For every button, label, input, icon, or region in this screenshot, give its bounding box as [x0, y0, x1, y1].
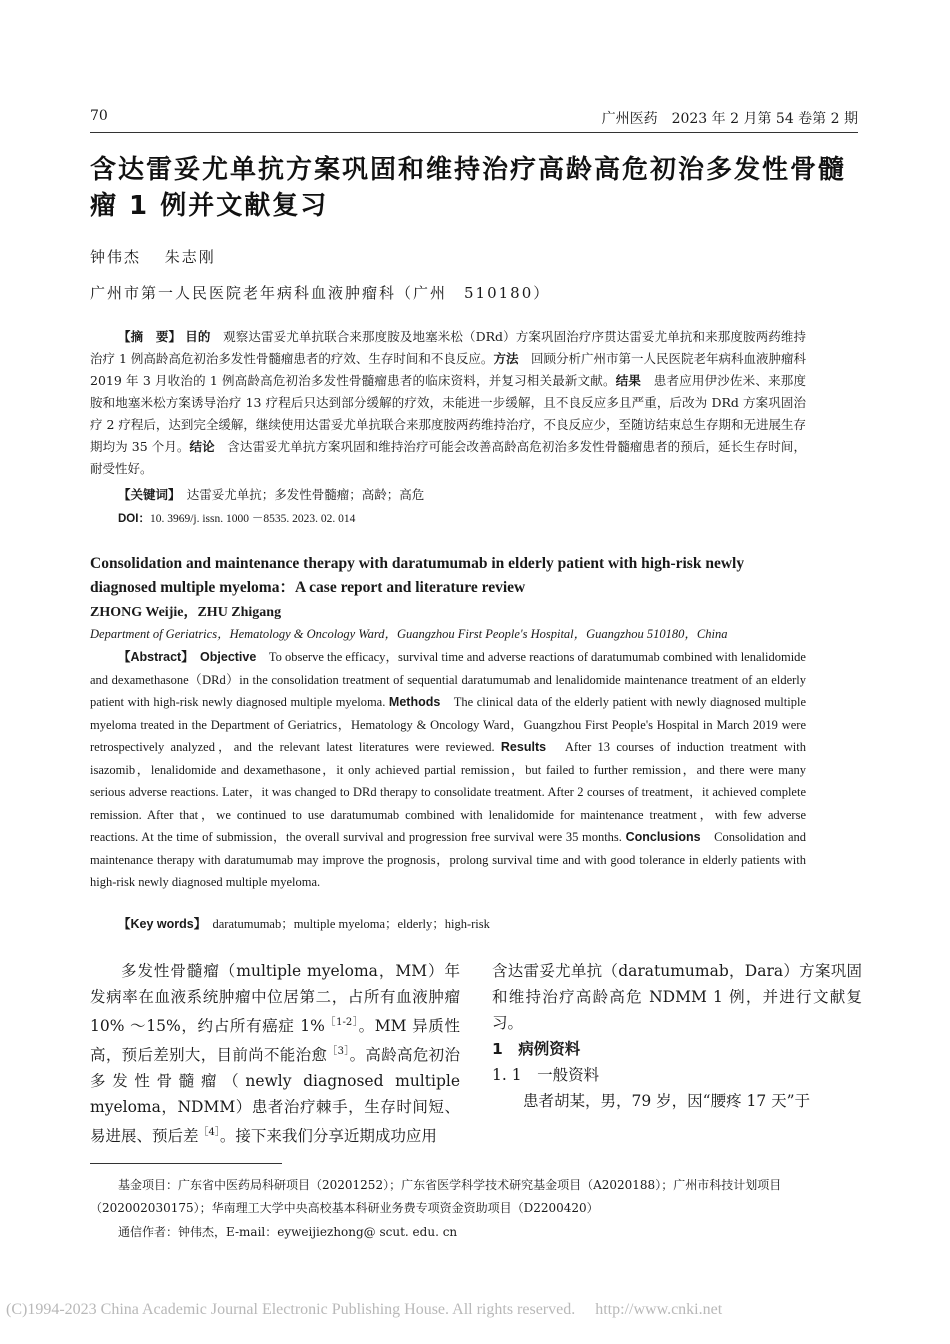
title-chinese: 含达雷妥尤单抗方案巩固和维持治疗高龄高危初治多发性骨髓瘤 1 例并文献复习 — [90, 155, 847, 221]
corresponding-author-note: 通信作者：钟伟杰，E-mail：eyweijiezhong@ scut. edu. cn — [118, 1225, 458, 1239]
funding-note: 基金项目：广东省中医药局科研项目（20201252）；广东省医学科学技术研究基金项目（A2020188）；广州市科技计划项目（202002030175）；华南理工大学中央高校基本科研业务费专项资金资助项目（D2200420） — [90, 1178, 782, 1215]
methods-text: 回顾分析广州市第一人民医院老年病科血液肿瘤科 2019 年 3 月收治的 1 例高龄高危初治多发性骨髓瘤患者的临床资料，并复习相关最新文献。 — [90, 351, 806, 388]
keywords-text: 达雷妥尤单抗；多发性骨髓瘤；高龄；高危 — [186, 487, 425, 502]
footnote-divider — [90, 1163, 282, 1164]
conclusion-en-text: Consolidation and maintenance therapy with daratumumab may improve the prognosis，prolong survival time and with good tolerance in elderly patients with high-risk newly diagnosed multiple myeloma. — [90, 830, 806, 889]
conclusion-text: 含达雷妥尤单抗方案巩固和维持治疗可能会改善高龄高危初治多发性骨髓瘤患者的预后，延长生存时间，耐受性好。 — [90, 439, 806, 476]
conclusion-en-label: Conclusions — [625, 830, 701, 844]
methods-en-label: Methods — [388, 695, 441, 709]
methods-en-text: The clinical data of the elderly patient with newly diagnosed multiple myeloma treated in the Department of Geriatrics，Hematology & Oncology Ward，Guangzhou First People's Hospital in March 2019 were retrospectively analyzed，and the relevant latest literatures were reviewed. — [90, 695, 806, 754]
subsection-heading: 1. 1 一般资料 — [492, 1066, 600, 1084]
results-text: 患者应用伊沙佐米、来那度胺和地塞米松方案诱导治疗 13 疗程后只达到部分缓解的疗效，未能进一步缓解，且不良反应多且严重，后改为 DRd 方案巩固治疗 2 疗程后，达到完全缓解，继续使用达雷妥尤单抗联合来那度胺两药维持治疗，不良反应少，至随访结束总生存期和无进展生存期均为 35 个月。 — [90, 373, 806, 454]
doi — [118, 510, 355, 526]
page-header — [90, 108, 858, 130]
page-number: 70 — [90, 108, 108, 124]
keywords-en-label: 【Key words】 — [118, 917, 200, 931]
body-column-left — [90, 958, 460, 1149]
body-text: 。高龄高危初治多发性骨髓瘤（newly diagnosed multiple myeloma，NDMM）患者治疗棘手，生存时间短、易进展、预后差 — [90, 1046, 460, 1146]
body-paragraph — [90, 958, 460, 1149]
citation-ref[interactable]: ［1-2］ — [324, 1017, 359, 1028]
objective-en-text: To observe the efficacy，survival time and adverse reactions of daratumumab combined with lenalidomide and dexamethasone（DRd）in the consolidation treatment of sequential daratumumab and lenalidomide maintenance treatment of an elderly patient with high-risk newly diagnosed multiple myeloma. — [90, 650, 806, 709]
objective-text: 观察达雷妥尤单抗联合来那度胺及地塞米松（DRd）方案巩固治疗序贯达雷妥尤单抗和来那度胺两药维持治疗 1 例高龄高危初治多发性骨髓瘤患者的疗效、生存时间和不良反应。 — [90, 329, 806, 366]
title-english: Consolidation and maintenance therapy with daratumumab in elderly patient with high-risk newly diagnosed multiple myeloma：A case report and literature review — [90, 555, 745, 596]
body-column-right — [492, 958, 862, 1114]
keywords-english — [118, 914, 490, 932]
results-en-text: After 13 courses of induction treatment with isazomib，lenalidomide and dexamethasone，it only achieved partial remission，but failed to further remission，and there were many serious adverse reactions. Later，it was changed to DRd therapy to consolidate treatment. After 2 courses of treatment，it achieved complete remission. After that，we continued to use daratumumab combined with lenalidomide for maintenance treatment，with few adverse reactions. At the time of submission，the overall survival and progression free survival were 35 months. — [90, 740, 806, 844]
results-en-label: Results — [500, 740, 547, 754]
copyright-watermark: (C)1994-2023 China Academic Journal Electronic Publishing House. All rights reserved. http://www.cnki.net — [6, 1301, 723, 1318]
body-text: 。MM 异质性高，预后差别大，目前尚不能治愈 — [90, 1017, 460, 1065]
affiliation-english: Department of Geriatrics，Hematology & Oncology Ward，Guangzhou First People's Hospital，Guangzhou 510180，China — [90, 627, 728, 641]
results-label: 结果 — [615, 373, 642, 388]
authors-english: ZHONG Weijie，ZHU Zhigang — [90, 605, 282, 620]
keywords-label: 【关键词】 — [118, 487, 175, 502]
body-paragraph: 含达雷妥尤单抗（daratumumab，Dara）方案巩固和维持治疗高龄高危 NDMM 1 例，并进行文献复习。 — [492, 962, 862, 1032]
abstract-en-label: 【Abstract】 — [118, 650, 188, 664]
abstract-chinese — [90, 326, 806, 480]
objective-label: 目的 — [185, 329, 211, 344]
methods-label: 方法 — [493, 351, 519, 366]
doi-value: 10. 3969/j. issn. 1000 －8535. 2023. 02. 014 — [149, 513, 356, 525]
abstract-label: 【摘 要】 — [118, 329, 182, 344]
doi-label: DOI： — [118, 513, 150, 525]
body-text: 多发性骨髓瘤（multiple myeloma，MM）年发病率在血液系统肿瘤中位居第二，占所有血液肿瘤 10% ～15%，约占所有癌症 1% — [90, 962, 460, 1036]
authors-chinese: 钟伟杰 朱志刚 — [90, 248, 216, 266]
citation-ref[interactable]: ［3］ — [327, 1046, 350, 1058]
keywords-chinese — [118, 485, 424, 503]
journal-citation: 广州医药 2023 年 2 月第 54 卷第 2 期 — [601, 111, 858, 127]
body-paragraph: 患者胡某，男，79 岁，因“腰疼 17 天”于 — [523, 1092, 811, 1110]
citation-ref[interactable]: ［4］ — [198, 1127, 220, 1139]
section-heading: 1 病例资料 — [492, 1040, 581, 1058]
affiliation-chinese: 广州市第一人民医院老年病科血液肿瘤科（广州 510180） — [90, 284, 551, 302]
objective-en-label: Objective — [200, 650, 257, 664]
keywords-en-text: daratumumab；multiple myeloma；elderly；high-risk — [212, 917, 490, 931]
body-text: 。接下来我们分享近期成功应用 — [219, 1127, 437, 1146]
header-divider — [90, 132, 858, 133]
conclusion-label: 结论 — [189, 439, 215, 454]
abstract-english — [90, 646, 806, 894]
